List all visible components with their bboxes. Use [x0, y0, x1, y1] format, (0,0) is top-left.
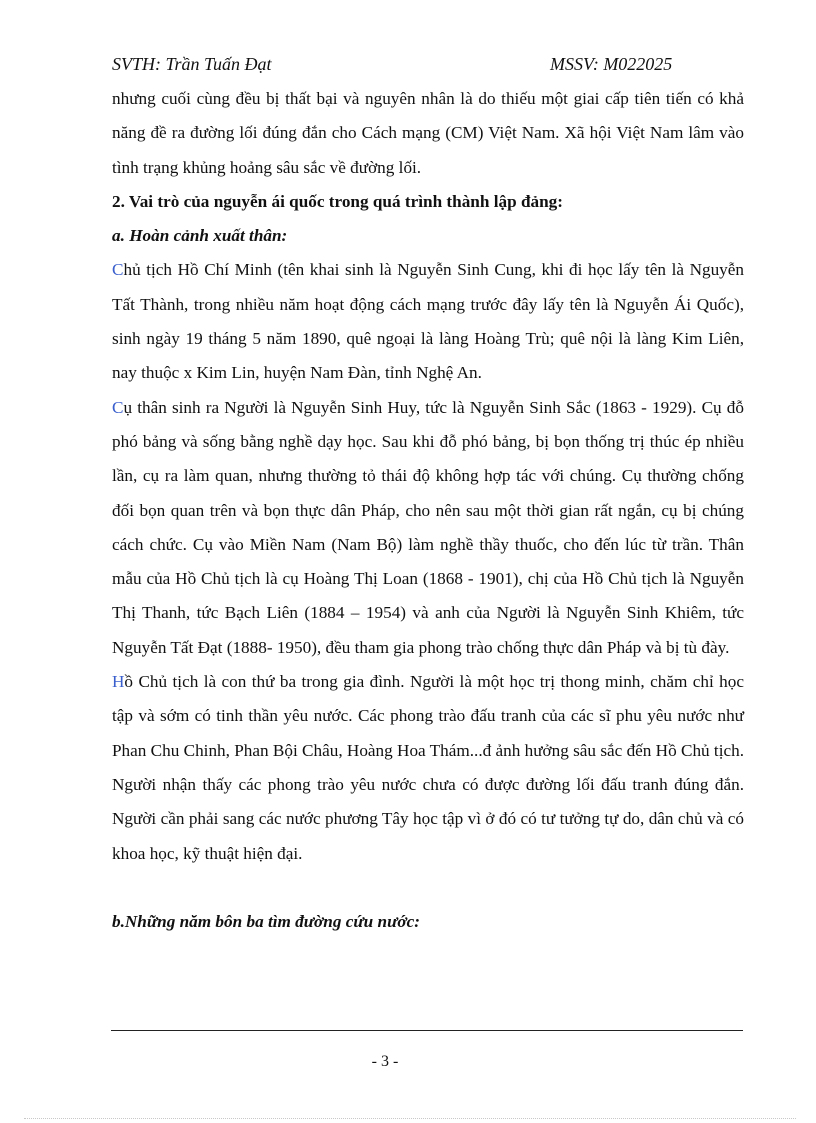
- drop-letter: C: [112, 397, 124, 417]
- paragraph-text: ụ thân sinh ra Người là Nguyễn Sinh Huy, tức là Nguyễn Sinh Sắc (1863 - 1929). Cụ đỗ phó bảng và sống bằng nghề dạy học. Sau khi đỗ phó bảng, bị bọn thống trị thúc ép nhiều lần, cụ ra làm quan, nhưng thường tỏ thái độ không hợp tác với chúng. Cụ thường chống đối bọn quan trên và bọn thực dân Pháp, cho nên sau một thời gian rất ngắn, cụ bị chúng cách chức. Cụ vào Miền Nam (Nam Bộ) làm nghề thầy thuốc, cho đến lúc từ trần. Thân mẫu của Hồ Chủ tịch là cụ Hoàng Thị Loan (1868 - 1901), chị của Hồ Chủ tịch là Nguyễn Thị Thanh, tức Bạch Liên (1884 – 1954) và anh của Người là Nguyễn Sinh Khiêm, tức Nguyễn Tất Đạt (1888- 1950), đều tham gia phong trào chống thực dân Pháp và bị tù đày.: [112, 397, 744, 657]
- subsection-heading-b: b.Những năm bôn ba tìm đường cứu nước:: [112, 912, 420, 932]
- footer-divider: [111, 1030, 743, 1031]
- drop-letter: H: [112, 672, 125, 692]
- subsection-heading-a: a. Hoàn cảnh xuất thân:: [112, 226, 288, 246]
- section-heading: 2. Vai trò của nguyễn ái quốc trong quá trình thành lập đảng:: [112, 191, 563, 211]
- blank-line: [112, 871, 744, 905]
- drop-letter: C: [112, 260, 124, 280]
- paragraph-birth: [112, 253, 744, 390]
- paragraph-childhood: [112, 665, 744, 768]
- document-body: [112, 82, 744, 939]
- paragraph-text: hủ tịch Hồ Chí Minh (tên khai sinh là Nguyễn Sinh Cung, khi đi học lấy tên là Nguyễn Tất Thành, trong nhiều năm hoạt động cách mạng trước đây lấy tên là Nguyễn Ái Quốc), sinh ngày 19 tháng 5 năm 1890, quê ngoại là làng Hoàng Trù; quê nội là làng Kim Liên, nay thuộc x Kim Lin, huyện Nam Đàn, tỉnh Nghệ An.: [112, 260, 744, 383]
- paragraph-text: ồ Chủ tịch là con thứ ba trong gia đình. Người là một học trị thong minh, chăm chỉ học tập và sớm có tinh thần yêu nước. Các phong trào đấu tranh của các sĩ phu yêu nước như Phan Chu Chinh, Phan Bội Châu, Hoàng Hoa Thám...đ ảnh hưởng sâu sắc đến Hồ Chủ tịch.: [112, 672, 745, 760]
- author-label: SVTH: Trần Tuấn Đạt: [112, 54, 272, 74]
- page-header: [112, 54, 692, 80]
- page-edge-divider: [24, 1118, 796, 1119]
- paragraph-motivation: Người nhận thấy các phong trào yêu nước chưa có được đường lối đấu tranh đúng đắn. Người cần phải sang các nước phương Tây học tập vì ở đó có tư tưởng tự do, dân chủ và có khoa học, kỹ thuật hiện đại.: [112, 774, 744, 863]
- student-id-label: MSSV: M022025: [550, 54, 673, 74]
- page-number: - 3 -: [371, 1053, 399, 1070]
- paragraph-continuation: nhưng cuối cùng đều bị thất bại và nguyên nhân là do thiếu một giai cấp tiên tiến có khả năng đề ra đường lối đúng đắn cho Cách mạng (CM) Việt Nam. Xã hội Việt Nam lâm vào tình trạng khủng hoảng sâu sắc về đường lối.: [112, 89, 744, 177]
- paragraph-father: [112, 391, 744, 665]
